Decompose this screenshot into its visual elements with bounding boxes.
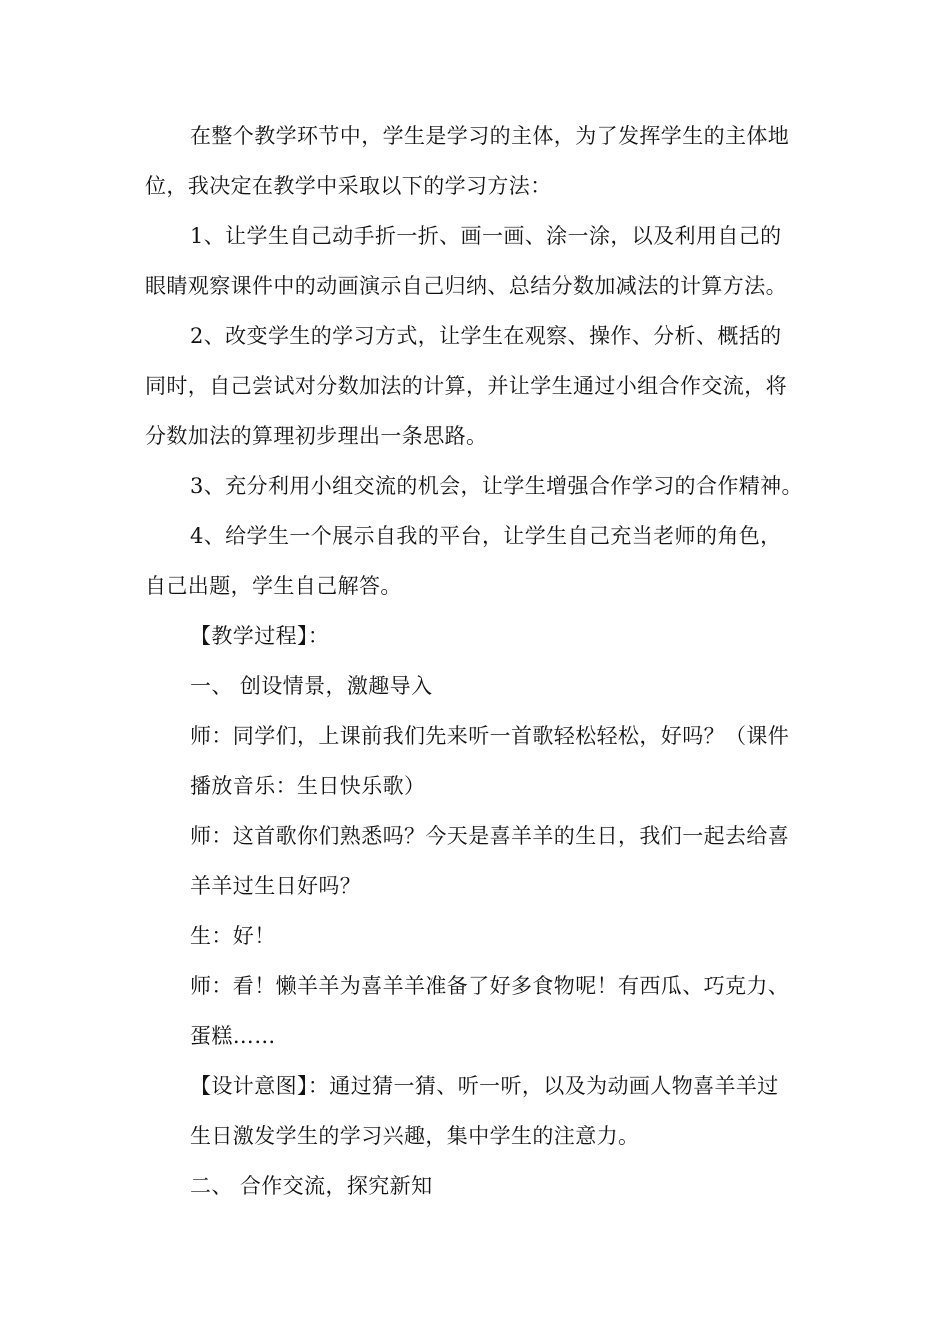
section-heading: 【教学过程】： xyxy=(190,624,330,648)
text-line: 2、改变学生的学习方式，让学生在观察、操作、分析、概括的 xyxy=(190,324,782,348)
text-line: 3、充分利用小组交流的机会，让学生增强合作学习的合作精神。 xyxy=(190,474,803,498)
text-line: 1、让学生自己动手折一折、画一画、涂一涂，以及利用自己的 xyxy=(190,224,782,248)
text-line: 自己出题，学生自己解答。 xyxy=(145,574,402,598)
text-line: 4、给学生一个展示自我的平台，让学生自己充当老师的角色， xyxy=(190,524,782,548)
text-line: 眼睛观察课件中的动画演示自己归纳、总结分数加减法的计算方法。 xyxy=(145,274,787,298)
text-line: 位，我决定在教学中采取以下的学习方法： xyxy=(145,174,552,198)
text-line: 师：这首歌你们熟悉吗？今天是喜羊羊的生日，我们一起去给喜 xyxy=(190,824,790,848)
text-line: 【设计意图】：通过猜一猜、听一听，以及为动画人物喜羊羊过 xyxy=(190,1074,779,1098)
text-line: 师：看！懒羊羊为喜羊羊准备了好多食物呢！有西瓜、巧克力、 xyxy=(190,974,790,998)
text-line: 同时，自己尝试对分数加法的计算，并让学生通过小组合作交流，将 xyxy=(145,374,787,398)
text-line: 羊羊过生日好吗？ xyxy=(190,874,362,898)
text-line: 师：同学们，上课前我们先来听一首歌轻松轻松，好吗？（课件 xyxy=(190,724,790,748)
section-heading: 一、 创设情景，激趣导入 xyxy=(190,674,433,698)
text-line: 播放音乐：生日快乐歌） xyxy=(190,774,426,798)
text-line: 生：好！ xyxy=(190,924,276,948)
text-line: 在整个教学环节中，学生是学习的主体，为了发挥学生的主体地 xyxy=(190,124,790,148)
text-line: 分数加法的算理初步理出一条思路。 xyxy=(145,424,488,448)
text-line: 蛋糕…… xyxy=(190,1024,276,1048)
text-line: 生日激发学生的学习兴趣，集中学生的注意力。 xyxy=(190,1124,640,1148)
section-heading: 二、 合作交流，探究新知 xyxy=(190,1174,433,1198)
